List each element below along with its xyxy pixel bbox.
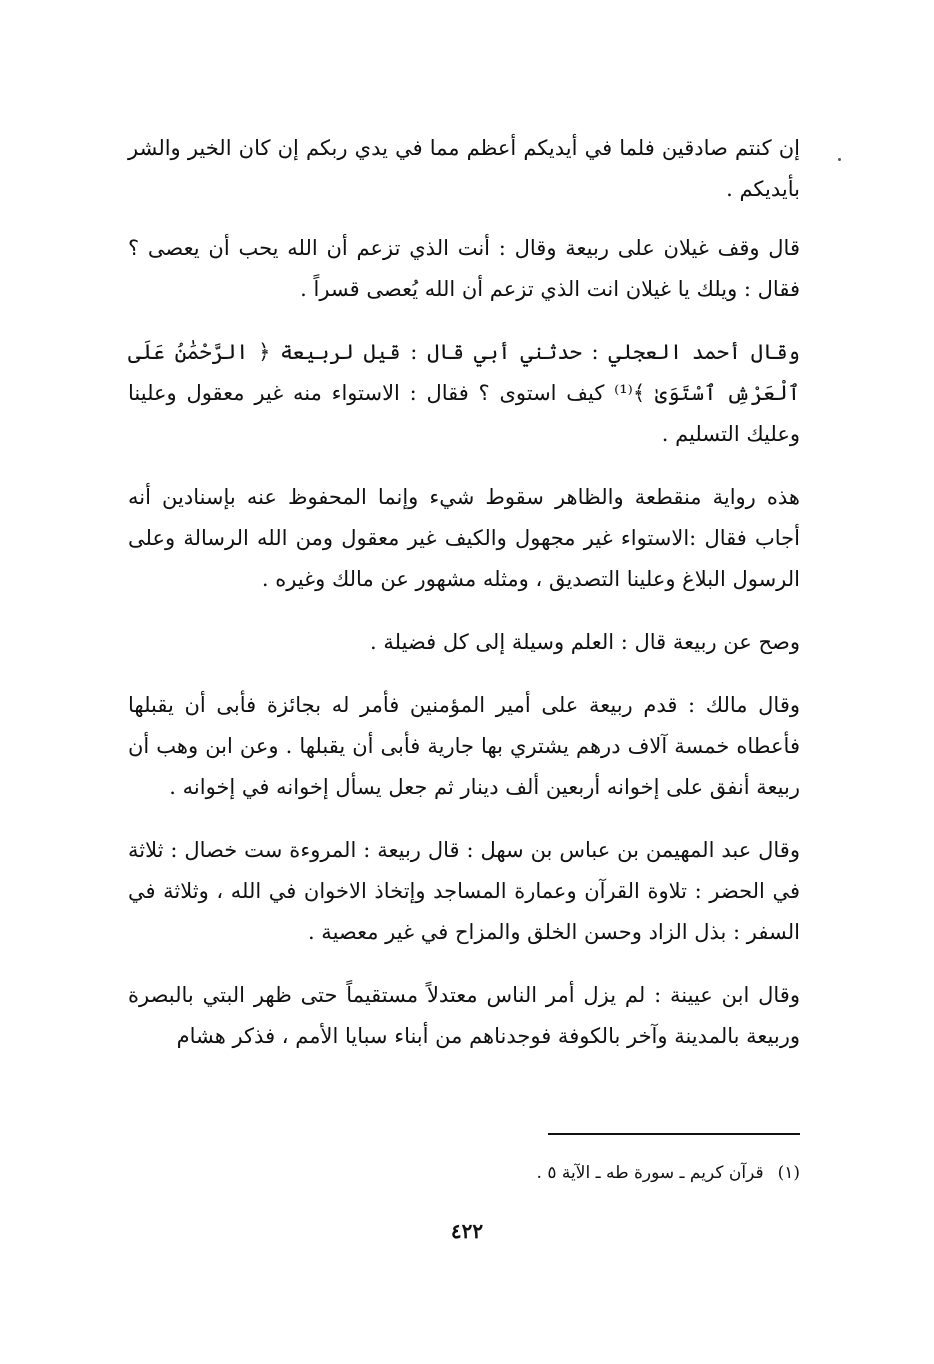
page-number: ٤٢٢ bbox=[450, 1219, 484, 1243]
paragraph-1: إن كنتم صادقين فلما في أيديكم أعظم مما في يدي ربكم إن كان الخير والشر بأيديكم . bbox=[128, 136, 800, 201]
footnote bbox=[537, 1160, 800, 1186]
paragraph-5: وصح عن ربيعة قال : العلم وسيلة إلى كل فضيلة . bbox=[370, 630, 800, 654]
paragraph-3: وقال أحمد العجلي : حدثني أبي قال : قيل لربيعة ﴿ الرَّحْمَٰنُ عَلَى ٱلْعَرْشِ ٱسْتَوَىٰ ﴾⁽¹⁾ كيف استوى ؟ فقال : الاستواء منه غير معقول وعلينا وعليك التسليم . bbox=[128, 340, 800, 446]
footnote-text: قرآن كريم ـ سورة طه ـ الآية ٥ . bbox=[536, 1163, 764, 1183]
footnote-marker: (١) bbox=[777, 1163, 800, 1183]
paragraph-8: وقال ابن عيينة : لم يزل أمر الناس معتدلاً مستقيماً حتى ظهر البتي بالبصرة وربيعة بالمدينة وآخر بالكوفة فوجدناهم من أبناء سبايا الأمم ، فذكر هشام bbox=[128, 983, 800, 1048]
paragraph-2: قال وقف غيلان على ربيعة وقال : أنت الذي تزعم أن الله يحب أن يعصى ؟ فقال : ويلك يا غيلان انت الذي تزعم أن الله يُعصى قسراً . bbox=[128, 236, 800, 301]
footnote-divider bbox=[548, 1133, 800, 1135]
scan-speck bbox=[838, 158, 841, 161]
paragraph-4: هذه رواية منقطعة والظاهر سقوط شيء وإنما المحفوظ عنه بإسنادين أنه أجاب فقال :الاستواء غير مجهول والكيف غير معقول ومن الله الرسالة وعلى الرسول البلاغ وعلينا التصديق ، ومثله مشهور عن مالك وغيره . bbox=[128, 485, 800, 591]
paragraph-7: وقال عبد المهيمن بن عباس بن سهل : قال ربيعة : المروءة ست خصال : ثلاثة في الحضر : تلاوة القرآن وعمارة المساجد وإتخاذ الاخوان في الله ، وثلاثة في السفر : بذل الزاد وحسن الخلق والمزاح في غير معصية . bbox=[128, 838, 800, 944]
main-text bbox=[128, 128, 800, 1079]
paragraph-6: وقال مالك : قدم ربيعة على أمير المؤمنين فأمر له بجائزة فأبى أن يقبلها فأعطاه خمسة آلاف درهم يشتري بها جارية فأبى أن يقبلها . وعن ابن وهب أن ربيعة أنفق على إخوانه أربعين ألف دينار ثم جعل يسأل إخوانه في إخوانه . bbox=[128, 693, 800, 799]
